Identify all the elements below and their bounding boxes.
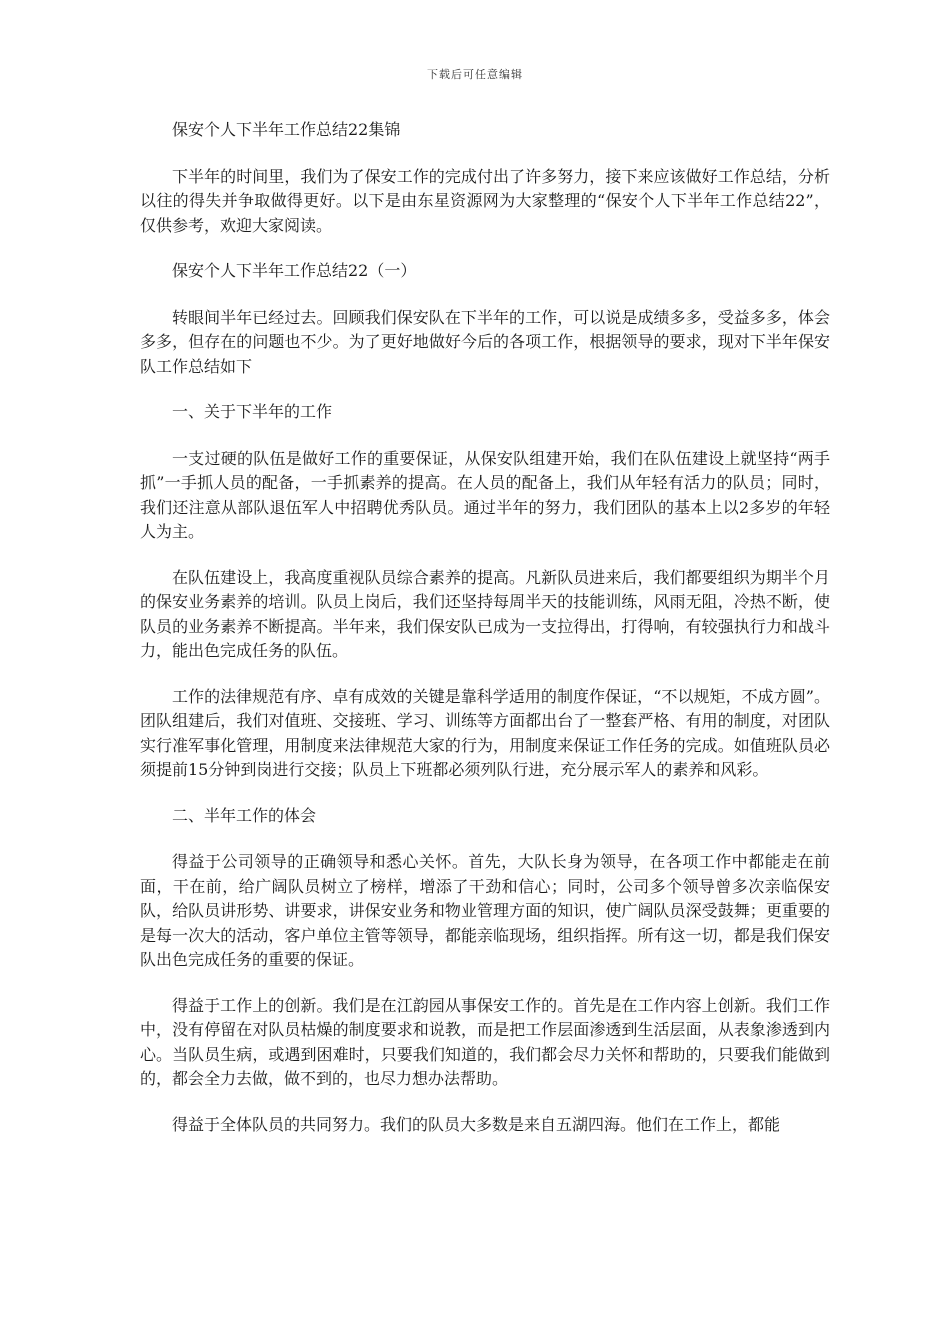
document-title: 保安个人下半年工作总结22集锦 [172,120,401,139]
paragraph: 得益于全体队员的共同努力。我们的队员大多数是来自五湖四海。他们在工作上，都能 [172,1114,781,1134]
paragraph: 转眼间半年已经过去。回顾我们保安队在下半年的工作，可以说是成绩多多，受益多多，体会多多，但存在的问题也不少。为了更好地做好今后的各项工作，根据领导的要求，现对下半年保安队工作总结如下 [140,307,830,376]
section-heading: 二、半年工作的体会 [172,805,317,825]
section-heading: 保安个人下半年工作总结22（一） [172,261,417,280]
page-header: 下载后可任意编辑 [427,68,523,81]
paragraph: 得益于公司领导的正确领导和悉心关怀。首先，大队长身为领导，在各项工作中都能走在前面，干在前，给广阔队员树立了榜样，增添了干劲和信心；同时，公司多个领导曾多次亲临保安队，给队员讲形势、讲要求，讲保安业务和物业管理方面的知识，使广阔队员深受鼓舞；更重要的是每一次大的活动，客户单位主管等领导，都能亲临现场，组织指挥。所有这一切，都是我们保安队出色完成任务的重要的保证。 [140,852,830,969]
paragraph: 下半年的时间里，我们为了保安工作的完成付出了许多努力，接下来应该做好工作总结，分析以往的得失并争取做得更好。以下是由东星资源网为大家整理的“保安个人下半年工作总结22”，仅供参考，欢迎大家阅读。 [140,166,830,235]
paragraph: 在队伍建设上，我高度重视队员综合素养的提高。凡新队员进来后，我们都要组织为期半个月的保安业务素养的培训。队员上岗后，我们还坚持每周半天的技能训练，风雨无阻，冷热不断，使队员的业务素养不断提高。半年来，我们保安队已成为一支拉得出，打得响，有较强执行力和战斗力，能出色完成任务的队伍。 [140,567,830,660]
paragraph: 工作的法律规范有序、卓有成效的关键是靠科学适用的制度作保证，“不以规矩，不成方圆”。团队组建后，我们对值班、交接班、学习、训练等方面都出台了一整套严格、有用的制度，对团队实行准军事化管理，用制度来法律规范大家的行为，用制度来保证工作任务的完成。如值班队员必须提前15分钟到岗进行交接；队员上下班都必须列队行进，充分展示军人的素养和风彩。 [140,686,830,779]
paragraph: 一支过硬的队伍是做好工作的重要保证，从保安队组建开始，我们在队伍建设上就坚持“两手抓”一手抓人员的配备，一手抓素养的提高。在人员的配备上，我们从年轻有活力的队员；同时，我们还注意从部队退伍军人中招聘优秀队员。通过半年的努力，我们团队的基本上以2多岁的年轻人为主。 [140,448,830,541]
document-body [140,118,830,1158]
paragraph: 得益于工作上的创新。我们是在江韵园从事保安工作的。首先是在工作内容上创新。我们工作中，没有停留在对队员枯燥的制度要求和说教，而是把工作层面渗透到生活层面，从表象渗透到内心。当队员生病，或遇到困难时，只要我们知道的，我们都会尽力关怀和帮助的，只要我们能做到的，都会全力去做，做不到的，也尽力想办法帮助。 [140,995,830,1088]
section-heading: 一、关于下半年的工作 [172,402,333,421]
